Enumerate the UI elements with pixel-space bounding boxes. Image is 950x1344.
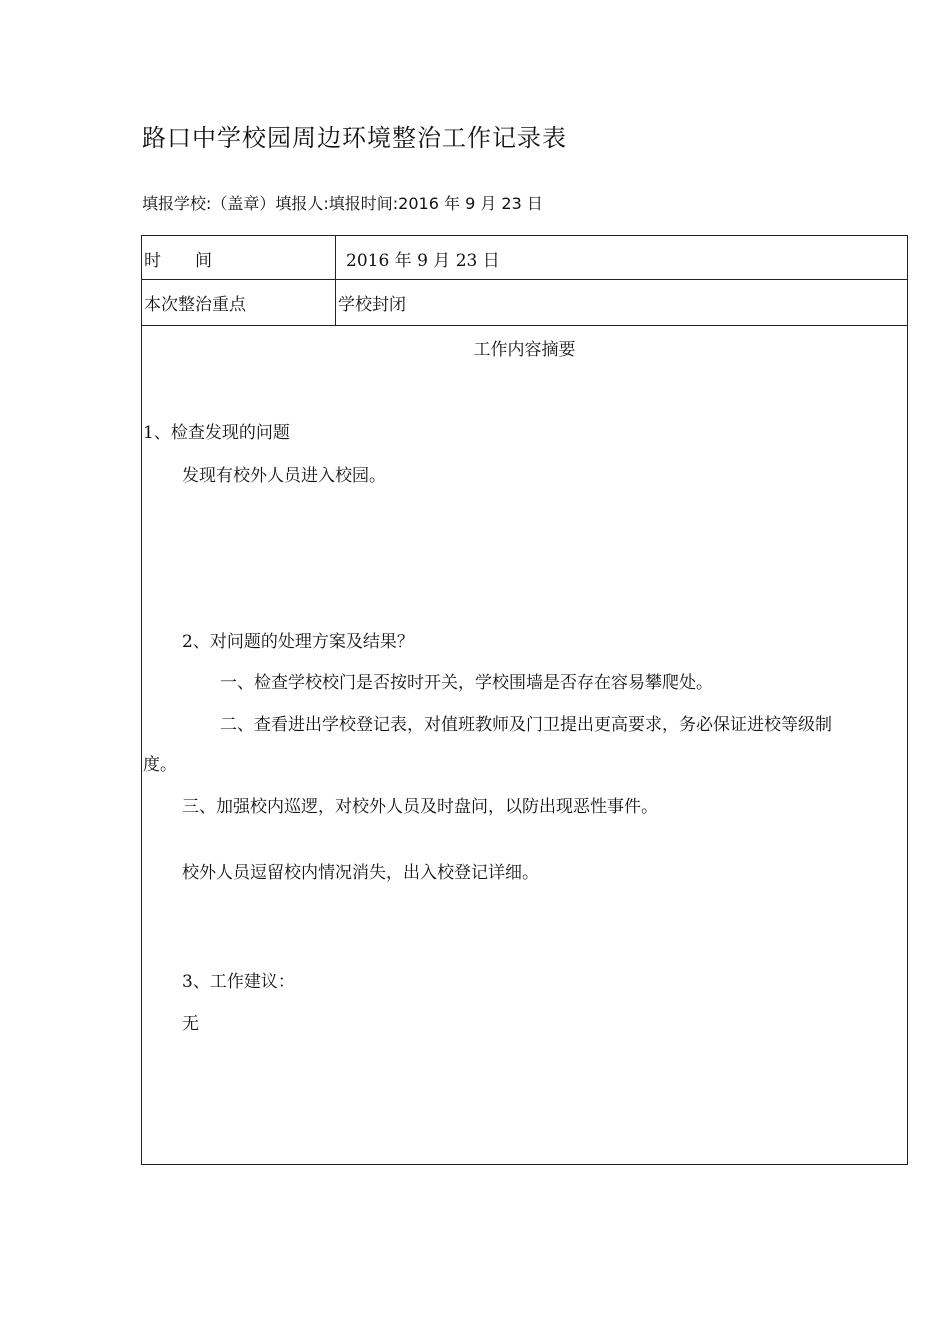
section1-heading: 1、检查发现的问题: [143, 423, 290, 443]
section2-item3: 三、加强校内巡逻，对校外人员及时盘问，以防出现恶性事件。: [182, 797, 658, 817]
document-title: 路口中学校园周边环境整治工作记录表: [142, 124, 567, 152]
section3-text: 无: [182, 1014, 199, 1034]
time-label: 时 间: [144, 251, 212, 271]
section2-item2-line1: 二、查看进出学校登记表，对值班教师及门卫提出更高要求，务必保证进校等级制: [220, 715, 832, 735]
section2-item2-line2: 度。: [143, 755, 177, 775]
time-row: [142, 236, 907, 280]
focus-label: 本次整治重点: [144, 295, 246, 315]
summary-title: 工作内容摘要: [473, 340, 576, 360]
section2-result: 校外人员逗留校内情况消失，出入校登记详细。: [182, 863, 539, 883]
section2-item1: 一、检查学校校门是否按时开关，学校围墙是否存在容易攀爬处。: [220, 673, 713, 693]
report-meta-line: 填报学校:（盖章）填报人:填报时间:2016 年 9 月 23 日: [142, 194, 543, 213]
section3-heading: 3、工作建议：: [182, 972, 295, 992]
focus-row: [142, 280, 907, 326]
section2-heading: 2、对问题的处理方案及结果？: [182, 632, 414, 652]
column-divider: [335, 236, 336, 326]
record-table: [141, 235, 908, 1165]
section1-text: 发现有校外人员进入校园。: [182, 466, 386, 486]
time-value: 2016 年 9 月 23 日: [346, 251, 500, 271]
focus-value: 学校封闭: [338, 295, 406, 315]
